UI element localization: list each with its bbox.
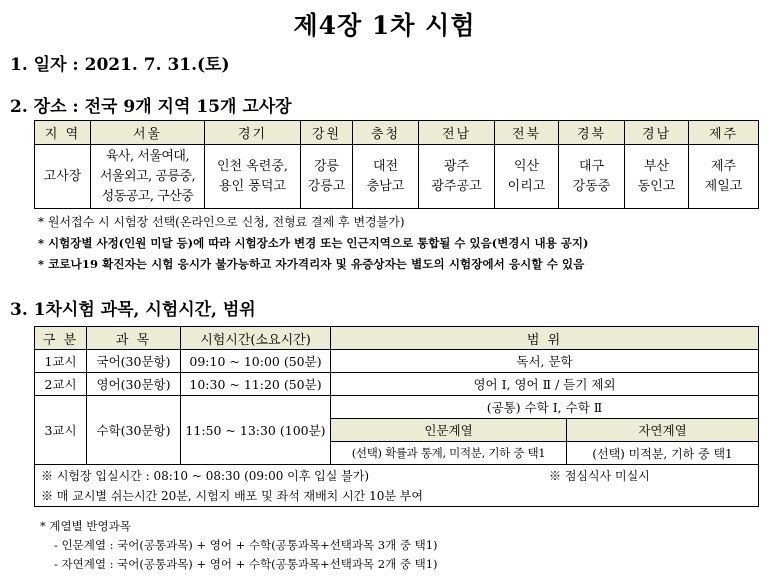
exam-scope-common: (공통) 수학 I, 수학 Ⅱ [331, 396, 759, 419]
venue-note: * 원서접수 시 시험장 선택(온라인으로 신청, 전형료 결제 후 변경불가) [38, 215, 405, 229]
venue-header-row [35, 121, 759, 145]
venue-cell-line: 육사, 서울여대, [105, 148, 190, 164]
exam-footer [35, 465, 759, 486]
exam-header-cell: 범 위 [331, 327, 759, 350]
venue-header-cell: 전북 [495, 121, 559, 145]
reflect-note: - 자연계열 : 국어(공통과목) + 영어 + 수학(공통과목+선택과목 2개 중 택1) [54, 557, 438, 571]
venue-notes [38, 212, 588, 275]
break-time-note: ※ 매 교시별 쉬는시간 20분, 시험지 배포 및 좌석 재배치 시간 10분 부여 [35, 486, 759, 507]
exam-row-math [35, 396, 759, 419]
venue-cell-chungcheong [353, 145, 419, 209]
exam-row [35, 373, 759, 396]
entry-time-note: ※ 시험장 입실시간 : 08:10 ~ 08:30 (09:00 이후 입실 불가) [41, 468, 370, 483]
track-science: 자연계열 [567, 419, 759, 442]
venue-cell-line: 대전 [372, 158, 399, 174]
exam-row [35, 350, 759, 373]
venue-cell-line: 충남고 [366, 178, 405, 194]
venue-cell-jeonbuk [495, 145, 559, 209]
venue-cell-gyeongbuk [559, 145, 625, 209]
exam-time: 09:10 ~ 10:00 (50분) [181, 350, 331, 373]
exam-header-row [35, 327, 759, 350]
venue-cell-line: 이리고 [507, 178, 546, 194]
exam-period: 2교시 [35, 373, 87, 396]
exam-time: 11:50 ~ 13:30 (100분) [181, 396, 331, 465]
page-title: 제4장 1차 시험 [293, 11, 476, 40]
venue-header-cell: 강원 [301, 121, 353, 145]
venue-header-cell: 서울 [91, 121, 205, 145]
venue-cell-line: 익산 [513, 158, 540, 174]
exam-footer-row [35, 486, 759, 507]
venue-cell-line: 동인고 [637, 178, 676, 194]
venue-header-cell: 지 역 [35, 121, 91, 145]
venue-header-cell: 전남 [419, 121, 495, 145]
track-humanities: 인문계열 [331, 419, 567, 442]
venue-cell-line: 제일고 [704, 178, 743, 194]
venue-table [34, 120, 759, 209]
venue-row [35, 145, 759, 209]
venue-cell-line: 용인 풍덕고 [219, 178, 286, 194]
venue-cell-line: 광주공고 [431, 178, 482, 194]
venue-cell-gyeonggi [205, 145, 301, 209]
venue-header-cell: 충청 [353, 121, 419, 145]
exam-scope: 영어 I, 영어 Ⅱ / 듣기 제외 [331, 373, 759, 396]
venue-header-cell: 경기 [205, 121, 301, 145]
venue-cell-gangwon [301, 145, 353, 209]
venue-cell-line: 인천 옥련중, [216, 158, 289, 174]
exam-table [34, 326, 759, 507]
venue-note: * 코로나19 확진자는 시험 응시가 불가능하고 자가격리자 및 유증상자는 별도의 시험장에서 응시할 수 있음 [38, 257, 585, 271]
exam-scope: 독서, 문학 [331, 350, 759, 373]
venue-cell-line: 부산 [643, 158, 670, 174]
exam-header-cell: 구 분 [35, 327, 87, 350]
exam-header-cell: 시험시간(소요시간) [181, 327, 331, 350]
venue-header-cell: 제주 [689, 121, 759, 145]
venue-header-cell: 경남 [625, 121, 689, 145]
lunch-note: ※ 점심식사 미실시 [549, 468, 650, 483]
elective-science: (선택) 미적분, 기하 중 택1 [567, 442, 759, 465]
exam-footer-row [35, 465, 759, 486]
venue-cell-jeonnam [419, 145, 495, 209]
venue-heading: 2. 장소 : 전국 9개 지역 15개 고사장 [10, 97, 292, 117]
venue-cell-line: 서울외고, 공릉중, [99, 168, 196, 184]
venue-cell-line: 광주 [443, 158, 470, 174]
venue-header-cell: 경북 [559, 121, 625, 145]
exam-subject: 영어(30문항) [87, 373, 181, 396]
exam-period: 3교시 [35, 396, 87, 465]
exam-time: 10:30 ~ 11:20 (50분) [181, 373, 331, 396]
exam-heading: 3. 1차시험 과목, 시험시간, 범위 [10, 300, 256, 320]
venue-row-label: 고사장 [35, 145, 91, 209]
venue-cell-line: 대구 [578, 158, 605, 174]
venue-cell-seoul [91, 145, 205, 209]
elective-humanities: (선택) 확률과 통계, 미적분, 기하 중 택1 [331, 442, 567, 465]
venue-cell-line: 성동공고, 구산중 [101, 188, 194, 204]
exam-header-cell: 과 목 [87, 327, 181, 350]
track-reflect-notes [40, 517, 438, 574]
venue-note: * 시험장별 사정(인원 미달 등)에 따라 시험장소가 변경 또는 인근지역으로 통합될 수 있음(변경시 내용 공지) [38, 236, 589, 250]
exam-subject: 수학(30문항) [87, 396, 181, 465]
reflect-note: * 계열별 반영과목 [40, 519, 131, 533]
venue-cell-line: 강릉고 [307, 178, 346, 194]
exam-subject: 국어(30문항) [87, 350, 181, 373]
exam-period: 1교시 [35, 350, 87, 373]
venue-cell-gyeongnam [625, 145, 689, 209]
venue-cell-line: 제주 [710, 158, 737, 174]
venue-cell-line: 강동중 [572, 178, 611, 194]
exam-date-heading: 1. 일자 : 2021. 7. 31.(토) [10, 55, 230, 75]
reflect-note: - 인문계열 : 국어(공통과목) + 영어 + 수학(공통과목+선택과목 3개 중 택1) [54, 538, 438, 552]
venue-cell-line: 강릉 [313, 158, 340, 174]
venue-cell-jeju [689, 145, 759, 209]
